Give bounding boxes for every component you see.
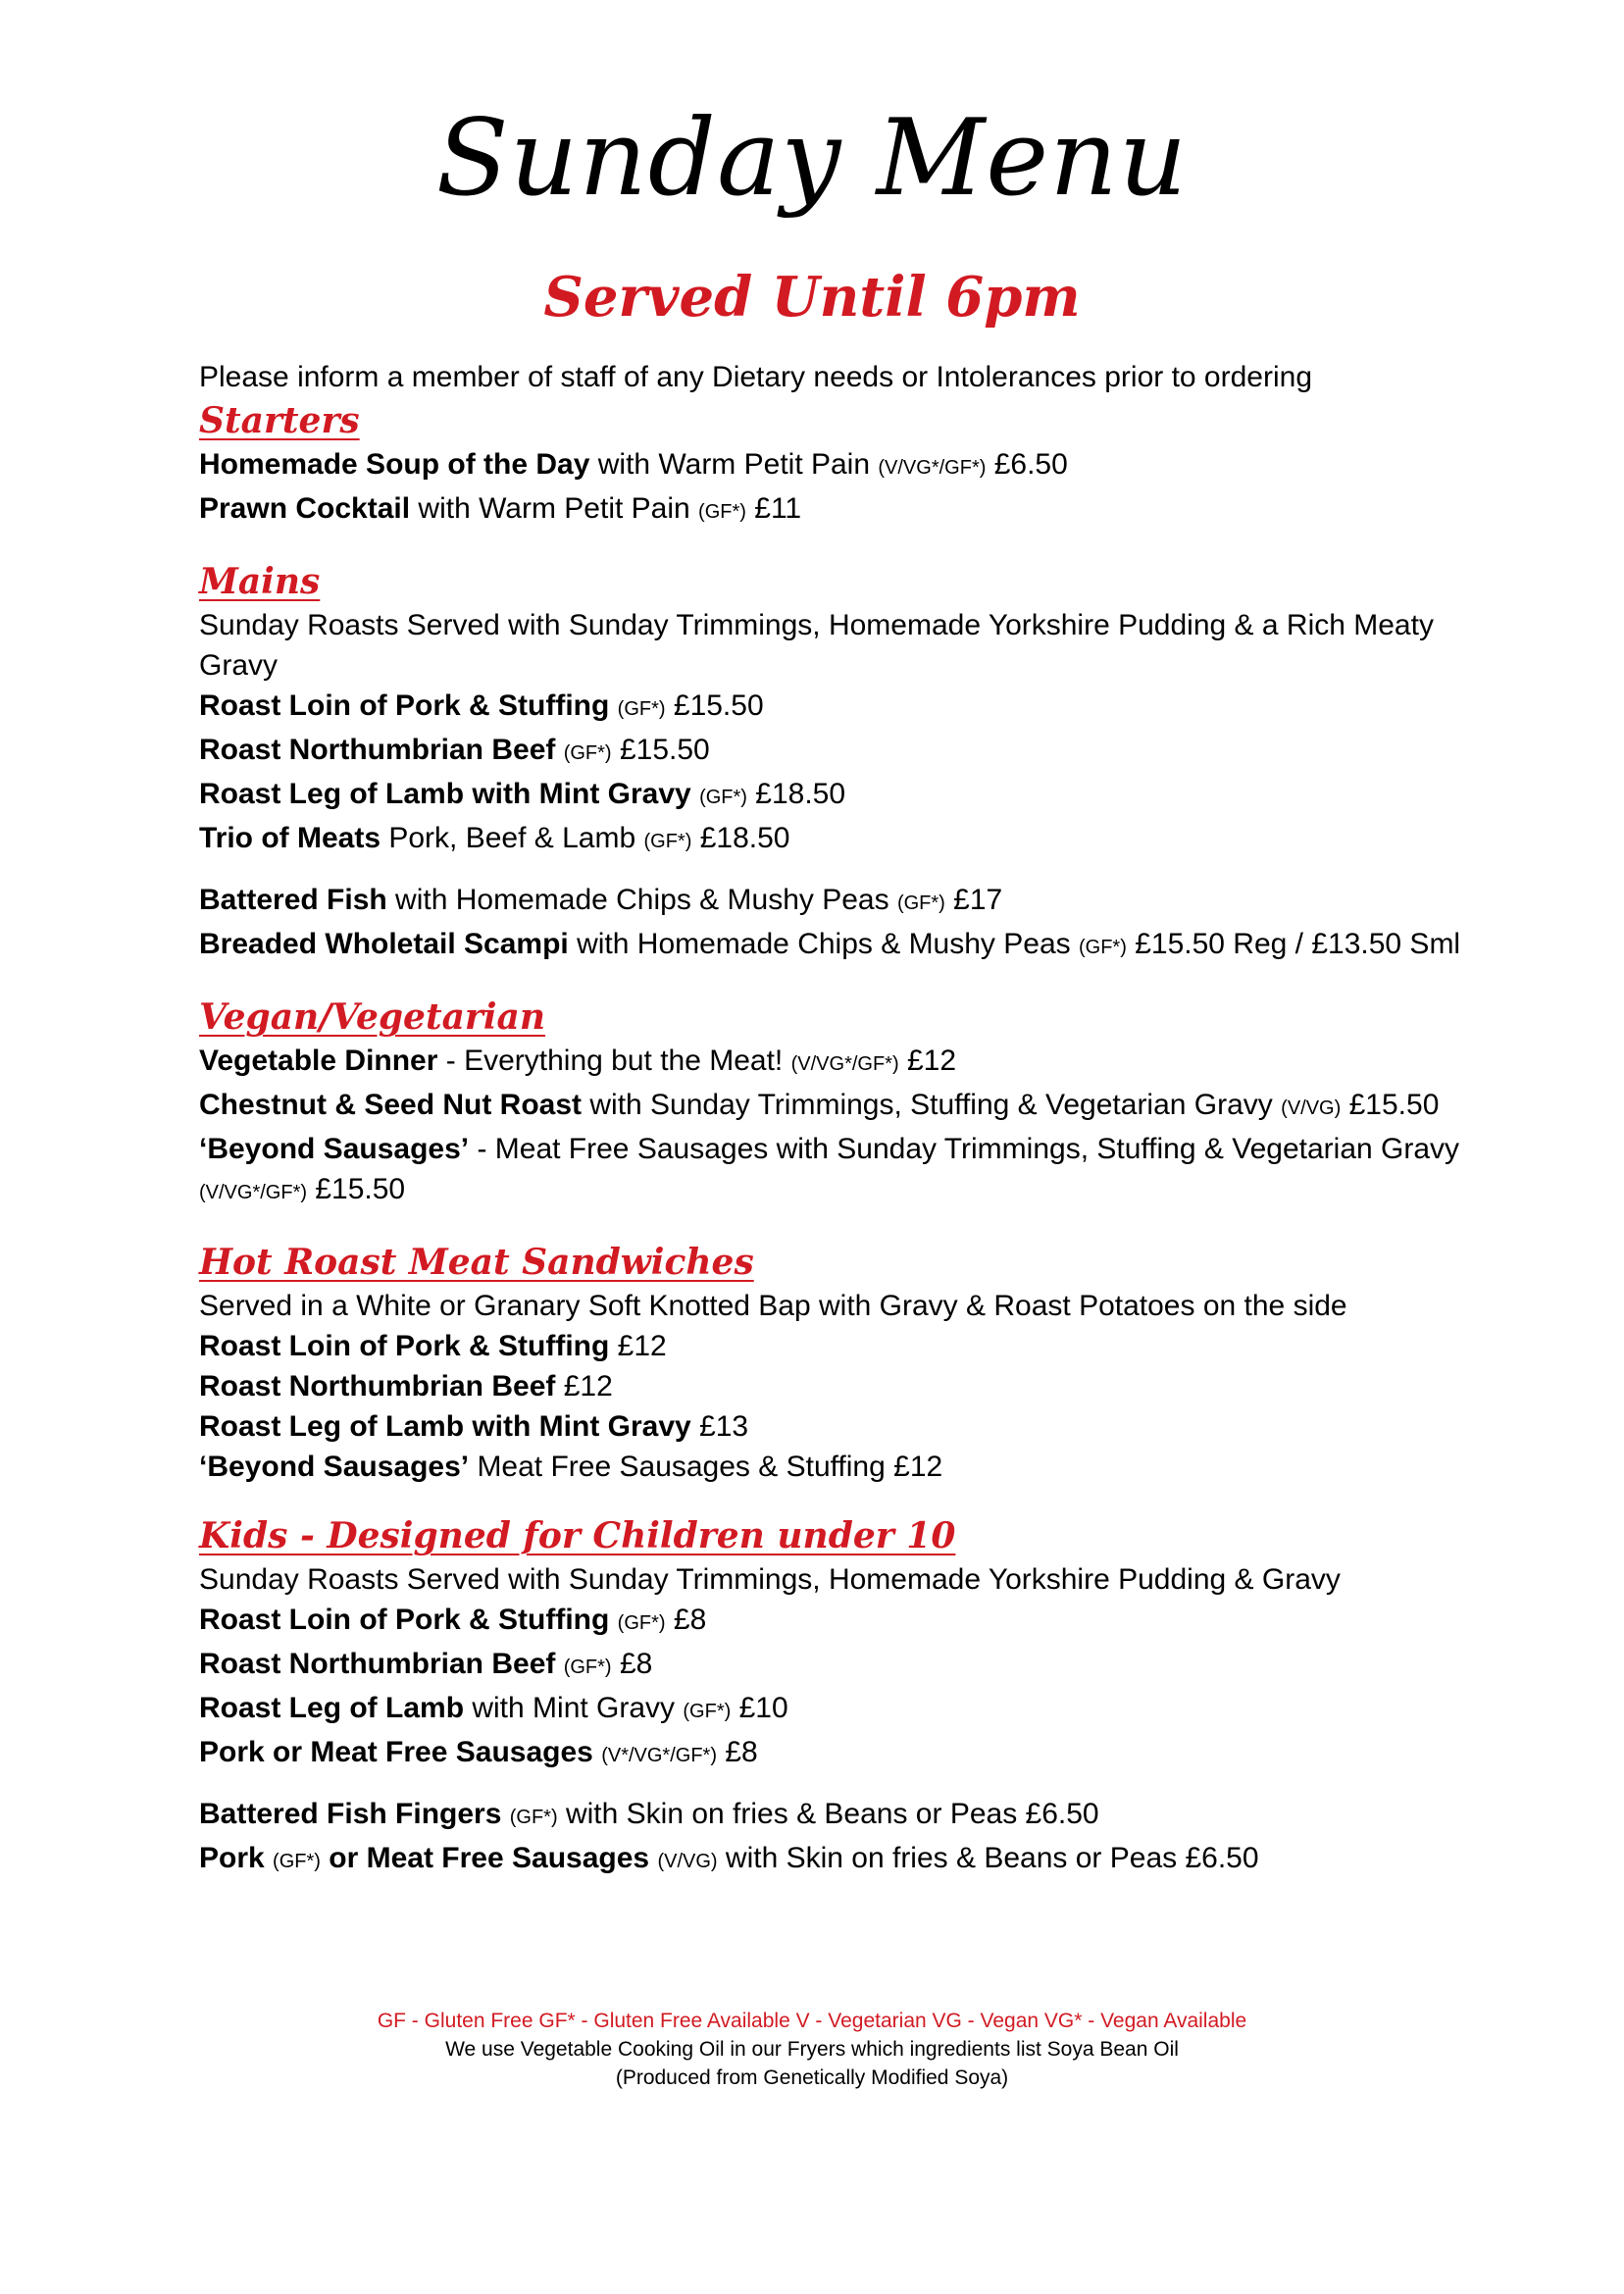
item-desc: with Homemade Chips & Mushy Peas — [568, 928, 1079, 960]
item-desc: Meat Free Sausages & Stuffing — [469, 1451, 894, 1483]
item-desc: - Everything but the Meat! — [437, 1045, 791, 1077]
item-tags: (V/VG*/GF*) — [199, 1182, 308, 1203]
item-name: Roast Leg of Lamb with Mint Gravy — [199, 1410, 691, 1443]
dietary-key: GF - Gluten Free GF* - Gluten Free Available V - Vegetarian VG - Vegan VG* - Vegan Available — [377, 2010, 1247, 2032]
item-price: £15.50 Reg / £13.50 Sml — [1126, 928, 1461, 960]
item-price: £8 — [665, 1604, 707, 1636]
item-name: Roast Northumbrian Beef — [199, 734, 556, 766]
item-desc: with Warm Petit Pain — [589, 448, 879, 481]
menu-item — [199, 1794, 1464, 1838]
item-name: Prawn Cocktail — [199, 492, 411, 525]
menu-item — [199, 1041, 1464, 1085]
item-desc: Pork, Beef & Lamb — [381, 822, 644, 854]
item-tags: (GF*) — [683, 1701, 732, 1722]
item-price: £12 — [563, 1370, 613, 1402]
item-name: Roast Leg of Lamb — [199, 1692, 465, 1724]
item-desc: with Skin on fries & Beans or Peas £6.50 — [717, 1842, 1259, 1874]
item-price: £8 — [716, 1736, 758, 1768]
item-desc — [555, 1370, 563, 1402]
item-price: £13 — [699, 1410, 749, 1443]
page-subtitle: Served Until 6pm — [543, 265, 1081, 330]
menu-item — [199, 1129, 1464, 1213]
item-tags: (GF*) — [563, 1657, 612, 1678]
item-price: £12 — [617, 1330, 667, 1362]
item-tags: (GF*) — [699, 787, 747, 808]
item-name: Battered Fish Fingers — [199, 1798, 502, 1830]
item-desc: with Homemade Chips & Mushy Peas — [386, 884, 897, 916]
item-desc — [609, 1604, 617, 1636]
item-tags: (V/VG*/GF*) — [878, 457, 987, 479]
item-name: Pork or Meat Free Sausages — [199, 1736, 593, 1768]
menu-item — [199, 880, 1464, 924]
menu-item — [199, 686, 1464, 730]
menu-item — [199, 774, 1464, 818]
item-price: £11 — [745, 492, 802, 525]
item-desc — [555, 1648, 563, 1680]
item-name: Roast Loin of Pork & Stuffing — [199, 689, 610, 722]
item-tags: (GF*) — [509, 1807, 558, 1828]
menu-item — [199, 730, 1464, 774]
item-name: or Meat Free Sausages — [329, 1842, 650, 1874]
item-tags: (GF*) — [1078, 937, 1127, 958]
menu-item — [199, 1085, 1464, 1129]
item-desc: with Sunday Trimmings, Stuffing & Vegetarian Gravy — [582, 1089, 1282, 1121]
item-desc — [691, 778, 699, 810]
item-desc: with Warm Petit Pain — [410, 492, 699, 525]
section-note: Served in a White or Granary Soft Knotted Bap with Gravy & Roast Potatoes on the side — [199, 1290, 1347, 1322]
item-name: Roast Northumbrian Beef — [199, 1370, 556, 1402]
menu-content — [199, 357, 1464, 1882]
menu-item — [199, 1644, 1464, 1688]
dietary-notice: Please inform a member of staff of any Dietary needs or Intolerances prior to ordering — [199, 361, 1313, 393]
item-desc — [691, 1410, 699, 1443]
menu-item — [199, 1688, 1464, 1732]
section-heading-starters: Starters — [199, 400, 360, 441]
item-desc: - Meat Free Sausages with Sunday Trimmings, Stuffing & Vegetarian Gravy — [469, 1133, 1460, 1165]
page-title: Sunday Menu — [435, 97, 1189, 220]
menu-item — [199, 1600, 1464, 1644]
item-name: Battered Fish — [199, 884, 387, 916]
item-price: £15.50 — [665, 689, 764, 722]
item-price: £15.50 — [307, 1173, 406, 1205]
item-price: £12 — [898, 1045, 957, 1077]
item-desc — [555, 734, 563, 766]
item-tags: (GF*) — [698, 501, 746, 523]
item-name: Roast Northumbrian Beef — [199, 1648, 556, 1680]
item-tags: (GF*) — [617, 698, 666, 720]
item-name: Trio of Meats — [199, 822, 381, 854]
menu-item — [199, 1406, 1464, 1447]
item-tags: (GF*) — [643, 831, 692, 852]
menu-item — [199, 1366, 1464, 1406]
item-price: £15.50 — [611, 734, 710, 766]
item-desc: with Mint Gravy — [464, 1692, 684, 1724]
section-heading-kids: Kids - Designed for Children under 10 — [199, 1515, 956, 1556]
item-price: £15.50 — [1341, 1089, 1440, 1121]
item-tags: (GF*) — [563, 742, 612, 764]
item-price: £18.50 — [746, 778, 846, 810]
item-price: £17 — [944, 884, 1003, 916]
item-name: Chestnut & Seed Nut Roast — [199, 1089, 583, 1121]
menu-item — [199, 444, 1464, 488]
item-tags: (V/VG) — [1281, 1097, 1342, 1119]
item-tags: (GF*) — [273, 1851, 321, 1872]
item-desc — [593, 1736, 601, 1768]
item-desc: with Skin on fries & Beans or Peas £6.50 — [557, 1798, 1099, 1830]
menu-item — [199, 818, 1464, 862]
menu-item — [199, 1326, 1464, 1366]
section-heading-vegan: Vegan/Vegetarian — [199, 996, 546, 1038]
menu-item — [199, 924, 1464, 968]
item-tags: (V*/VG*/GF*) — [601, 1745, 717, 1766]
item-tags: (V/VG) — [657, 1851, 718, 1872]
menu-item — [199, 1732, 1464, 1776]
item-name: Homemade Soup of the Day — [199, 448, 590, 481]
item-price: £12 — [893, 1451, 943, 1483]
item-name: Vegetable Dinner — [199, 1045, 438, 1077]
item-name: Roast Loin of Pork & Stuffing — [199, 1604, 610, 1636]
item-tags: (V/VG*/GF*) — [790, 1053, 899, 1075]
item-name: ‘Beyond Sausages’ — [199, 1451, 470, 1483]
item-desc — [609, 689, 617, 722]
section-note: Sunday Roasts Served with Sunday Trimmings, Homemade Yorkshire Pudding & Gravy — [199, 1563, 1341, 1596]
item-price: £18.50 — [691, 822, 790, 854]
section-note: Sunday Roasts Served with Sunday Trimmings, Homemade Yorkshire Pudding & a Rich Meaty Gravy — [199, 609, 1434, 682]
item-price: £10 — [731, 1692, 788, 1724]
item-name: Roast Leg of Lamb with Mint Gravy — [199, 778, 691, 810]
menu-item — [199, 1838, 1464, 1882]
item-name: Roast Loin of Pork & Stuffing — [199, 1330, 610, 1362]
gm-notice: (Produced from Genetically Modified Soya) — [615, 2066, 1009, 2089]
menu-item — [199, 488, 1464, 533]
section-heading-mains: Mains — [199, 561, 321, 602]
section-heading-sandwiches: Hot Roast Meat Sandwiches — [199, 1242, 754, 1283]
item-name: Breaded Wholetail Scampi — [199, 928, 569, 960]
oil-notice: We use Vegetable Cooking Oil in our Fryers which ingredients list Soya Bean Oil — [445, 2038, 1179, 2061]
menu-item — [199, 1447, 1464, 1487]
footer — [0, 2007, 1624, 2092]
item-name: Pork — [199, 1842, 265, 1874]
item-price: £8 — [611, 1648, 653, 1680]
item-tags: (GF*) — [896, 892, 945, 914]
item-price: £6.50 — [986, 448, 1068, 481]
item-tags: (GF*) — [617, 1612, 666, 1634]
item-name: ‘Beyond Sausages’ — [199, 1133, 470, 1165]
item-desc — [609, 1330, 617, 1362]
